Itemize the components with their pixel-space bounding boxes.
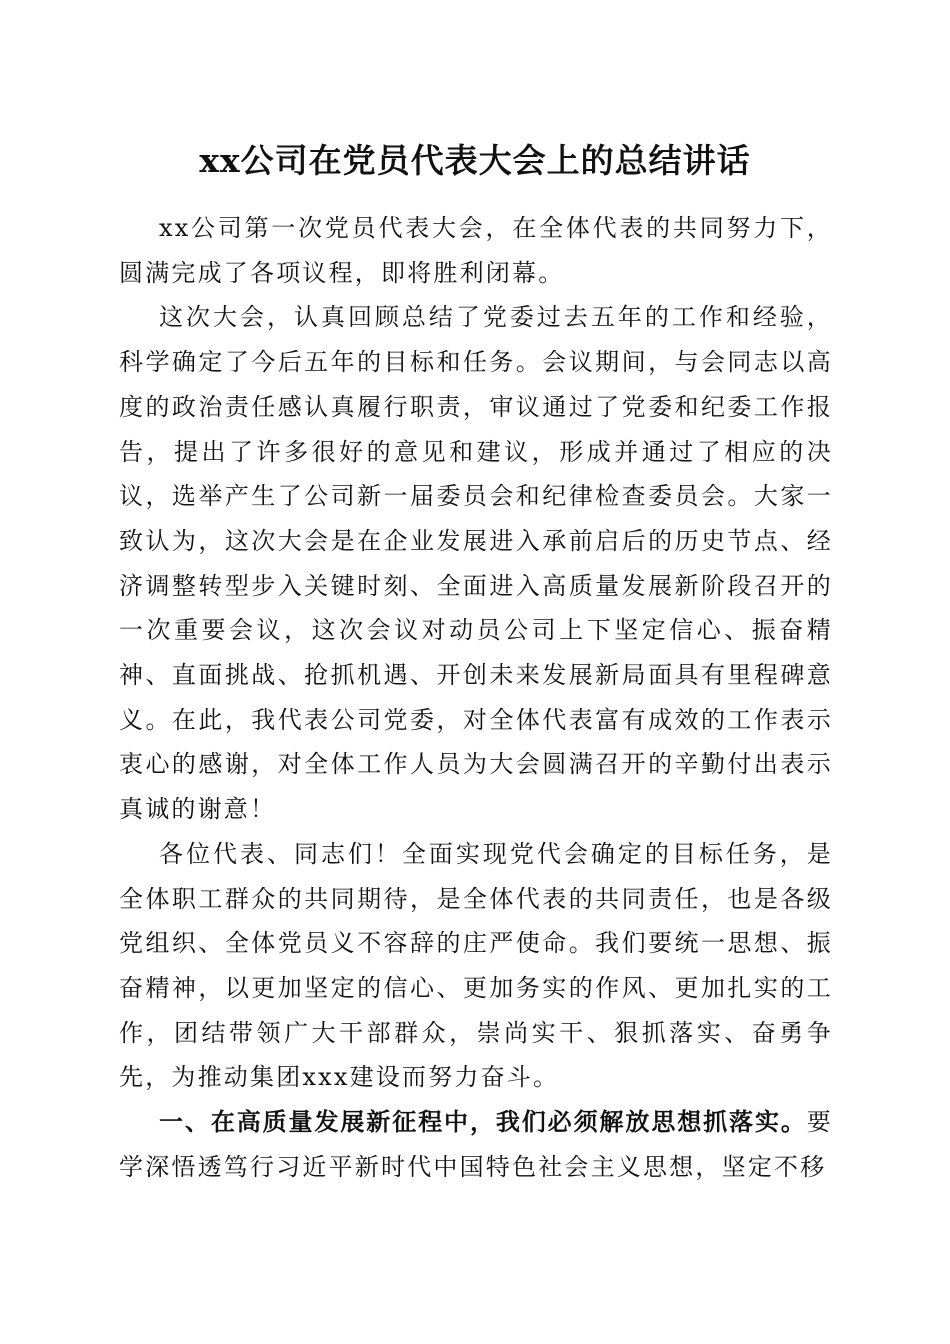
- paragraph-call-to-action: 各位代表、同志们！全面实现党代会确定的目标任务，是全体职工群众的共同期待，是全体代表的共同责任，也是各级党组织、全体党员义不容辞的庄严使命。我们要统一思想、振奋精神，以更加坚定的信心、更加务实的作风、更加扎实的工作，团结带领广大干部群众，崇尚实干、狠抓落实、奋勇争先，为推动集团xxx建设而努力奋斗。: [119, 839, 833, 1092]
- paragraph-section-one: [119, 1100, 833, 1189]
- document-title: xx公司在党员代表大会上的总结讲话: [199, 141, 751, 180]
- paragraph-review: 这次大会，认真回顾总结了党委过去五年的工作和经验，科学确定了今后五年的目标和任务。会议期间，与会同志以高度的政治责任感认真履行职责，审议通过了党委和纪委工作报告，提出了许多很好的意见和建议，形成并通过了相应的决议，选举产生了公司新一届委员会和纪律检查委员会。大家一致认为，这次大会是在企业发展进入承前启后的历史节点、经济调整转型步入关键时刻、全面进入高质量发展新阶段召开的一次重要会议，这次会议对动员公司上下坚定信心、振奋精神、直面挑战、抢抓机遇、开创未来发展新局面具有里程碑意义。在此，我代表公司党委，对全体代表富有成效的工作表示衷心的感谢，对全体工作人员为大会圆满召开的辛勤付出表示真诚的谢意！: [119, 303, 833, 824]
- section-one-text: 要学深悟透笃行习近平新时代中国特色社会主义思想，坚定不移: [119, 1108, 833, 1181]
- paragraph-opening: xx公司第一次党员代表大会，在全体代表的共同努力下，圆满完成了各项议程，即将胜利闭幕。: [119, 214, 833, 287]
- document-body: [119, 206, 833, 1189]
- section-one-heading: 一、在高质量发展新征程中，我们必须解放思想抓落实。: [159, 1108, 807, 1137]
